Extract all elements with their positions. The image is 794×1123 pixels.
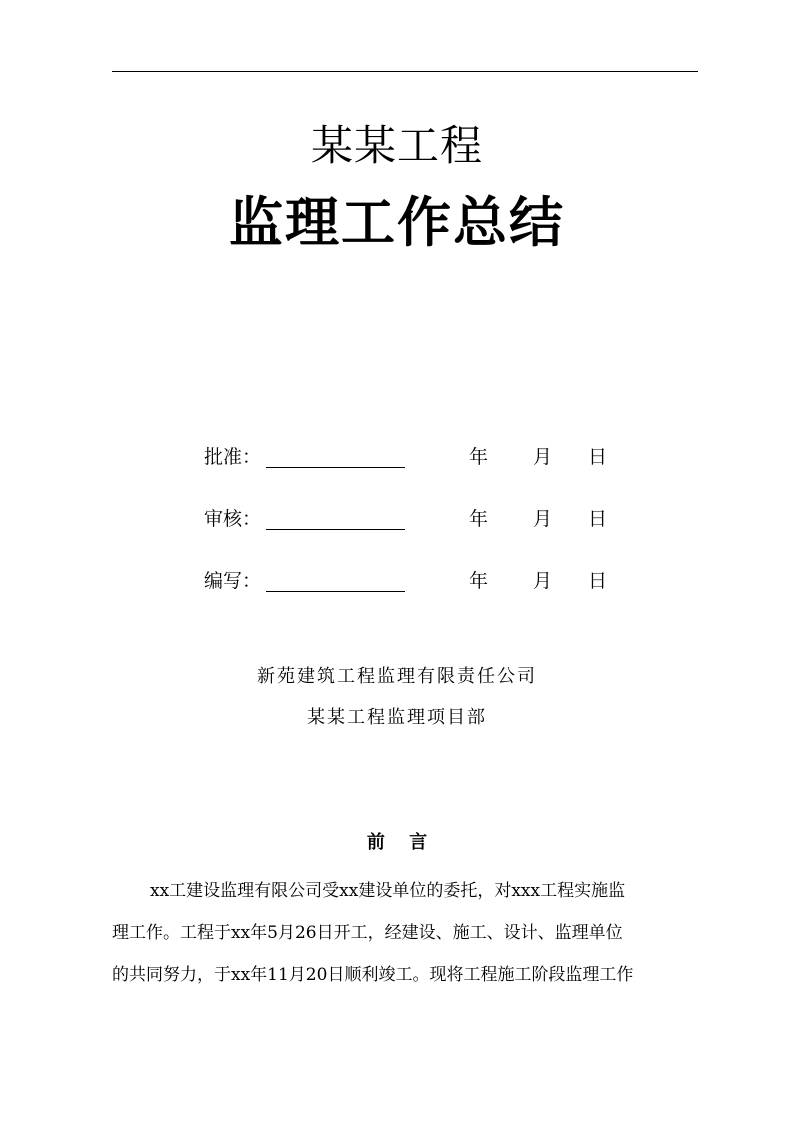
date-day-label: 日 [588,570,608,592]
preface-line: 理工作。工程于xx年5月26日开工，经建设、施工、设计、监理单位 [112,923,623,943]
preface-heading: 前 言 [366,832,428,853]
date-day-label: 日 [588,508,608,530]
signature-label: 批准： [204,446,262,468]
date-day-label: 日 [588,446,608,468]
signature-row-review [0,504,794,534]
signature-blank-line[interactable] [266,467,405,468]
signature-label: 审核： [204,508,262,530]
date-month-label: 月 [533,508,553,530]
project-department: 某某工程监理项目部 [307,707,487,728]
header-rule [112,71,698,72]
signature-row-author [0,566,794,596]
date-month-label: 月 [533,446,553,468]
preface-body [112,870,698,996]
company-name: 新苑建筑工程监理有限责任公司 [257,666,537,687]
signature-blank-line[interactable] [266,591,405,592]
date-year-label: 年 [469,570,489,592]
date-month-label: 月 [533,570,553,592]
signature-blank-line[interactable] [266,529,405,530]
signature-label: 编写： [204,570,262,592]
preface-line: 的共同努力，于xx年11月20日顺利竣工。现将工程施工阶段监理工作 [112,965,634,985]
date-year-label: 年 [469,446,489,468]
document-title-main: 监理工作总结 [229,191,565,254]
document-title-project: 某某工程 [310,121,483,170]
signature-row-approve [0,442,794,472]
date-year-label: 年 [469,508,489,530]
preface-line: xx工建设监理有限公司受xx建设单位的委托，对xxx工程实施监 [150,881,626,901]
